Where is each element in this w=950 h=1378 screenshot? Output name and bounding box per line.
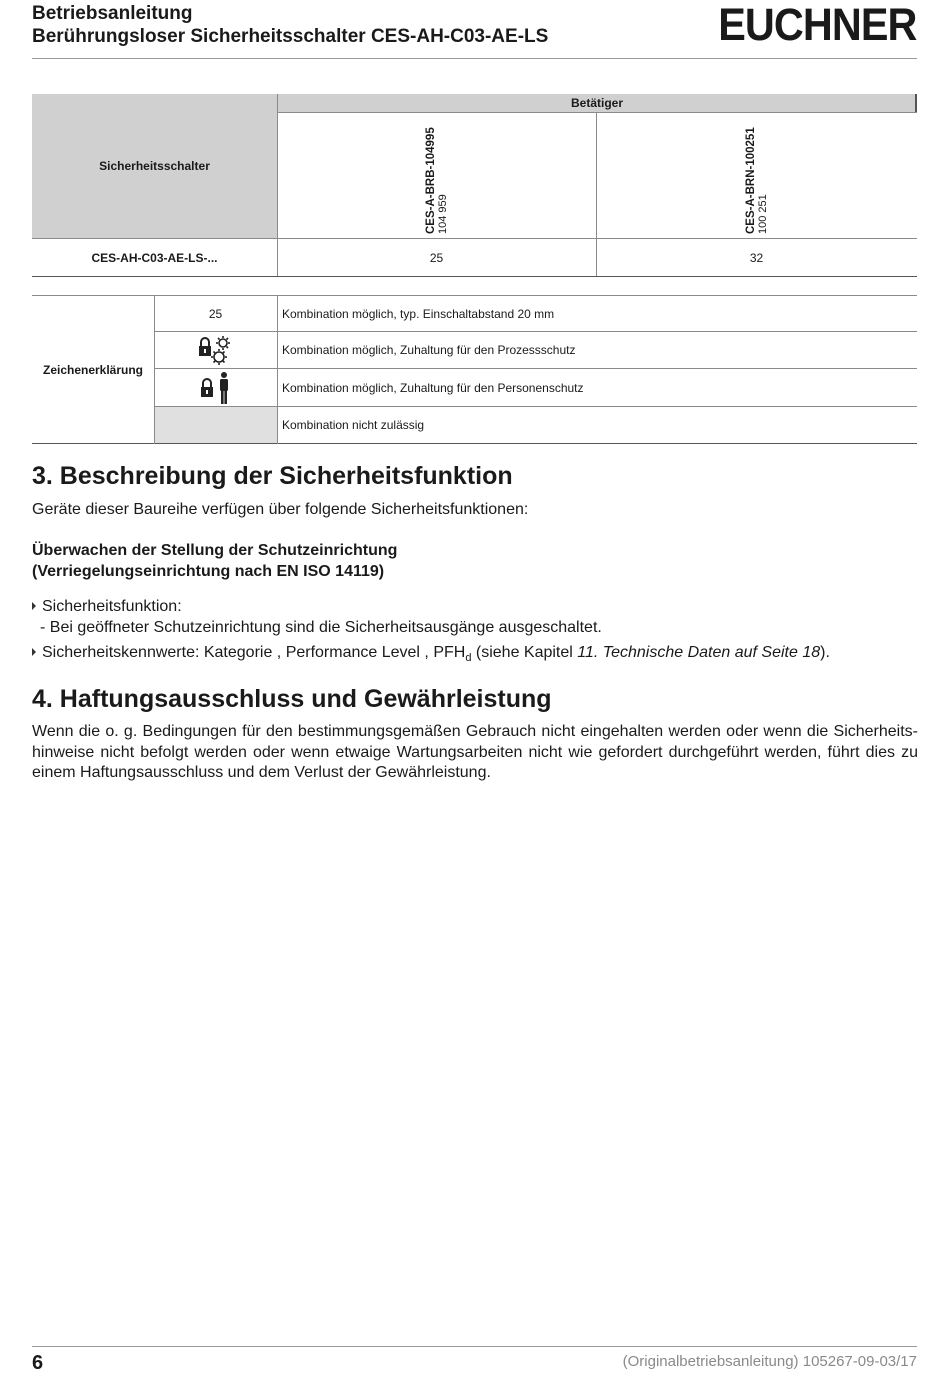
euchner-logo: EUCHNER xyxy=(718,0,917,50)
legend-gray-swatch xyxy=(155,407,277,443)
column-header-brb xyxy=(425,127,449,234)
lock-person-icon xyxy=(196,371,236,405)
legend-text: Kombination nicht zulässig xyxy=(282,418,425,432)
table-row-label: CES-AH-C03-AE-LS-... xyxy=(91,250,218,265)
legend-text: Kombination möglich, Zuhaltung für den Personenschutz xyxy=(282,380,584,395)
legend-symbol-value: 25 xyxy=(208,306,223,321)
legend-bottom-rule xyxy=(32,443,917,444)
legend-label: Zeichenerklärung xyxy=(42,362,144,377)
document-title: Betriebsanleitung xyxy=(32,3,193,24)
footer-divider xyxy=(32,1346,917,1347)
legend-symbol xyxy=(154,332,277,368)
chapter-reference-link[interactable]: 11. Technische Daten auf Seite 18 xyxy=(577,644,821,661)
table-cell: 25 xyxy=(429,250,444,265)
column-header-brb-number: 104 959 xyxy=(437,194,449,234)
bullet-detail: - Bei geöffneter Schutzeinrichtung sind die Sicherheitsausgänge ausgeschaltet. xyxy=(40,619,602,636)
bullet-safety-function xyxy=(32,597,182,617)
pfh-subscript: d xyxy=(465,652,472,665)
bullet-arrow-icon xyxy=(32,602,36,610)
section-3-intro: Geräte dieser Baureihe verfügen über folgende Sicherheitsfunktionen: xyxy=(32,501,529,518)
bullet-values-mid: (siehe Kapitel xyxy=(471,644,578,661)
column-header-brb-name: CES-A-BRB-104995 xyxy=(425,127,437,234)
column-header-brn-number: 100 251 xyxy=(757,194,769,234)
table-cell: 32 xyxy=(749,250,764,265)
betaetiger-group-header: Betätiger xyxy=(570,96,623,110)
section-3-subheading-norm: (Verriegelungseinrichtung nach EN ISO 14119) xyxy=(32,563,385,580)
bullet-label: Sicherheitsfunktion: xyxy=(42,598,182,615)
legend-text: Kombination möglich, Zuhaltung für den Prozessschutz xyxy=(282,343,576,357)
legend-symbol xyxy=(154,369,277,406)
section-4-paragraph: Wenn die o. g. Bedingungen für den bestimmungsgemäßen Gebrauch nicht eingehalten werden oder wenn die Sicherheitshinweise nicht befolgt werden oder wenn etwaige Wartungsarbeiten nicht wie gefordert durchgeführt werden, führt dies zu einem Haftungsausschluss und dem Verlust der Gewährleistung. xyxy=(32,723,918,781)
table-row-divider xyxy=(277,112,917,113)
header-divider xyxy=(32,58,917,59)
section-3-heading: 3. Beschreibung der Sicherheitsfunktion xyxy=(32,462,513,490)
bullet-values-text: Sicherheitskennwerte: Kategorie , Performance Level , PFH xyxy=(42,644,466,661)
lock-gear-icon xyxy=(196,334,236,366)
sicherheitsschalter-header: Sicherheitsschalter xyxy=(99,159,210,173)
bullet-safety-values xyxy=(32,643,830,668)
document-subtitle: Berührungsloser Sicherheitsschalter CES-AH-C03-AE-LS xyxy=(32,26,549,47)
bullet-values-end: ). xyxy=(820,644,830,661)
document-reference: (Originalbetriebsanleitung) 105267-09-03/17 xyxy=(622,1353,917,1370)
column-header-brn xyxy=(745,127,769,234)
page-number: 6 xyxy=(32,1352,44,1374)
section-3-subheading: Überwachen der Stellung der Schutzeinrichtung xyxy=(32,542,398,559)
legend-column-divider xyxy=(277,295,278,444)
section-4-heading: 4. Haftungsausschluss und Gewährleistung xyxy=(32,685,552,713)
bullet-arrow-icon xyxy=(32,648,36,656)
legend-text: Kombination möglich, typ. Einschaltabstand 20 mm xyxy=(282,306,555,321)
column-header-brn-name: CES-A-BRN-100251 xyxy=(745,127,757,234)
